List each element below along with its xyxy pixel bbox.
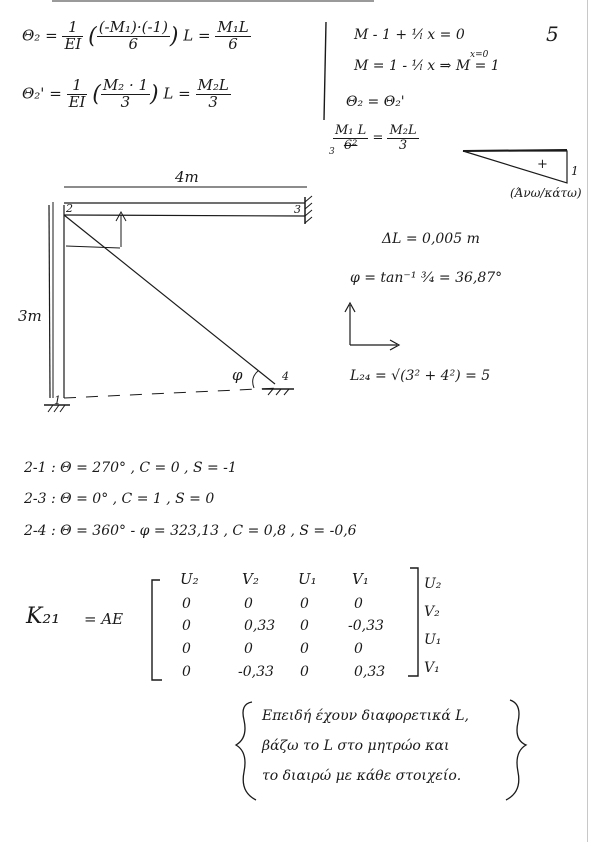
delta-L: ΔL = 0,005 m: [382, 231, 480, 247]
theta2-inner-num: (-M₁)·(-1): [98, 18, 168, 36]
matrix-cell: 0: [300, 618, 309, 634]
matrix-row-label: V₁: [424, 660, 440, 676]
height-label: 3m: [18, 307, 42, 325]
cancel-right-num: M₂L: [389, 123, 417, 138]
theta2-lhs: Θ₂ =: [22, 26, 58, 45]
theta2-prime-equation: Θ₂' = $\frac{1}{EI}$ ( $\frac{\text{M₂ · 1}}{3}$ ) L = $\frac{\text{M₂L}}{3}$: [22, 76, 229, 111]
matrix-cell: 0: [354, 641, 363, 657]
node-1-label: 1: [54, 394, 61, 407]
theta2-result-den: 6: [228, 34, 238, 53]
matrix-cell: 0: [300, 664, 309, 680]
note-left-brace: [236, 702, 256, 800]
matrix-col-header: U₁: [298, 570, 317, 588]
cancel-left-num: M₁ L: [335, 123, 367, 138]
matrix-cell: 0: [300, 596, 309, 612]
theta2-result-num: M₁L: [217, 18, 249, 36]
moment-eq-1: M - 1 + ¹⁄ₗ x = 0: [354, 27, 465, 43]
member-values: Θ = 0° , C = 1 , S = 0: [60, 491, 215, 507]
page-number: 5: [546, 22, 559, 46]
matrix-cell: 0: [354, 596, 363, 612]
moment-eq-2: M = 1 - ¹⁄ₗ x ⇒ M = 1: [354, 58, 500, 74]
theta2-equation: Θ₂ = $\frac{1}{EI}$ ( $\frac{\text{(-M₁)·(-1)}}{6}$ ) L = $\frac{\text{M₁L}}{6}$: [22, 18, 249, 53]
phi-value: φ = tan⁻¹ ³⁄₄ = 36,87°: [350, 270, 503, 286]
moment-value: 1: [571, 164, 579, 178]
matrix-cell: -0,33: [348, 618, 384, 634]
moment-eq-2-over: x=0: [470, 50, 489, 60]
matrix-name: K₂₁: [26, 604, 61, 629]
matrix-cell: -0,33: [238, 664, 274, 680]
matrix-cell: 0: [182, 596, 191, 612]
member-id: 2-1 :: [24, 460, 56, 476]
cancel-small-left: 3: [329, 147, 335, 157]
matrix-col-header: V₁: [352, 570, 369, 588]
theta2-L: L =: [183, 26, 211, 45]
theta2p-inner-num: M₂ · 1: [102, 76, 149, 94]
matrix-cell: 0: [300, 641, 309, 657]
theta2p-lhs: Θ₂' =: [22, 84, 62, 103]
span-label: 4m: [175, 168, 199, 186]
cancel-right-den: 3: [398, 137, 408, 153]
theta2-coef-num: 1: [62, 20, 83, 37]
note-right-brace: [506, 700, 526, 800]
cancel-equals: =: [372, 130, 384, 146]
matrix-cell: 0,33: [354, 664, 386, 680]
theta2p-result-num: M₂L: [197, 76, 229, 94]
moment-caption: (Άνω/κάτω): [510, 186, 582, 200]
node-3-label: 3: [294, 203, 301, 216]
node-4-label: 4: [282, 370, 289, 383]
theta2-coef-den: EI: [64, 34, 82, 53]
cancel-left-den: 6²: [343, 137, 358, 153]
theta2p-inner-den: 3: [120, 92, 131, 111]
member-values: Θ = 360° - φ = 323,13 , C = 0,8 , S = -0,6: [60, 523, 357, 539]
matrix-factor: = AE: [84, 610, 124, 628]
matrix-col-header: V₂: [242, 570, 259, 588]
matrix-row-label: V₂: [424, 604, 440, 620]
matrix-col-header: U₂: [180, 570, 199, 588]
matrix-cell: 0: [182, 618, 191, 634]
theta2p-coef-den: EI: [68, 92, 86, 111]
matrix-cell: 0,33: [244, 618, 276, 634]
matrix-row-label: U₂: [424, 576, 442, 592]
theta2-inner-den: 6: [128, 34, 139, 53]
matrix-cell: 0: [244, 641, 253, 657]
note-line-3: το διαιρώ με κάθε στοιχείο.: [262, 768, 462, 784]
phi-label: φ: [232, 366, 243, 384]
member-values: Θ = 270° , C = 0 , S = -1: [60, 460, 237, 476]
member-id: 2-3 :: [24, 491, 56, 507]
matrix-cell: 0: [182, 641, 191, 657]
theta-equality: Θ₂ = Θ₂': [346, 94, 405, 110]
matrix-cell: 0: [244, 596, 253, 612]
theta2p-result-den: 3: [208, 92, 218, 111]
note-line-2: βάζω το L στο μητρώο και: [262, 738, 450, 754]
moment-sign: +: [537, 157, 548, 172]
note-line-1: Επειδή έχουν διαφορετικά L,: [262, 708, 469, 724]
theta2p-coef-num: 1: [67, 78, 88, 95]
node-2-label: 2: [66, 202, 73, 215]
theta2p-L: L =: [163, 84, 191, 103]
matrix-row-label: U₁: [424, 632, 442, 648]
member-id: 2-4 :: [24, 523, 56, 539]
matrix-cell: 0: [182, 664, 191, 680]
length-24: L₂₄ = √(3² + 4²) = 5: [350, 368, 491, 384]
